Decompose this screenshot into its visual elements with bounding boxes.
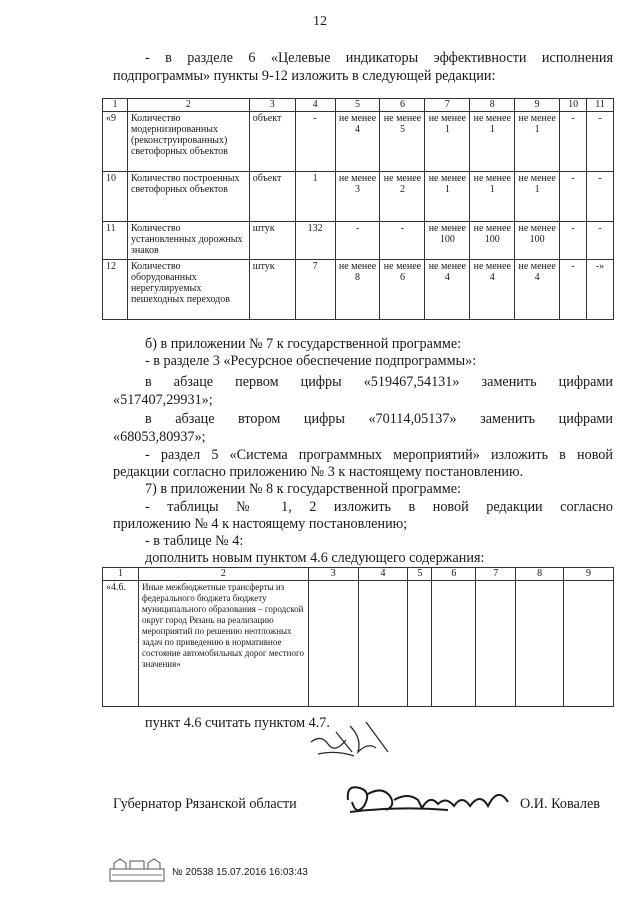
- header-cell: 1: [103, 568, 139, 581]
- cell: «4.6.: [103, 581, 139, 707]
- table4-addition: [102, 567, 614, 707]
- cell: объект: [249, 172, 295, 222]
- cell: не менее 5: [380, 112, 425, 172]
- cell: не менее 4: [515, 260, 560, 320]
- cell: не менее 4: [470, 260, 515, 320]
- header-cell: 3: [249, 99, 295, 112]
- table-row: [103, 172, 614, 222]
- intro-line-1: - в разделе 6 «Целевые индикаторы эффективности исполнения: [145, 50, 613, 66]
- header-cell: 5: [335, 99, 380, 112]
- body-line-5: в абзаце втором цифры «70114,05137» заменить цифрами: [145, 411, 613, 427]
- body-line-10: - таблицы № 1, 2 изложить в новой редакции согласно: [145, 499, 613, 515]
- cell: не менее 8: [335, 260, 380, 320]
- cell: не менее 1: [425, 172, 470, 222]
- cell: -: [560, 172, 587, 222]
- body-line-7: - раздел 5 «Система программных мероприятий» изложить в новой: [145, 447, 613, 463]
- cell: штук: [249, 222, 295, 260]
- cell: [308, 581, 358, 707]
- cell: [564, 581, 614, 707]
- cell: 1: [295, 172, 335, 222]
- cell: -: [587, 112, 614, 172]
- cell: Иные межбюджетные трансферты из федерального бюджета бюджету муниципального образования – городской округ город Рязань на реализацию мероприятий по решению неотложных задач по приведению в нормативное состояние автомобильных дорог местного значения»: [138, 581, 308, 707]
- body-line-9: 7) в приложении № 8 к государственной программе:: [145, 481, 461, 497]
- cell: -: [295, 112, 335, 172]
- header-cell: 7: [476, 568, 516, 581]
- cell: «9: [103, 112, 128, 172]
- cell: Количество построенных светофорных объектов: [127, 172, 249, 222]
- table4-header-row: [103, 568, 614, 581]
- header-cell: 6: [432, 568, 476, 581]
- header-cell: 8: [516, 568, 564, 581]
- governor-signature: [338, 772, 513, 832]
- cell: 7: [295, 260, 335, 320]
- header-cell: 4: [295, 99, 335, 112]
- cell: [516, 581, 564, 707]
- initials-scribble: [306, 712, 396, 762]
- cell: 10: [103, 172, 128, 222]
- header-cell: 1: [103, 99, 128, 112]
- cell: Количество установленных дорожных знаков: [127, 222, 249, 260]
- body-line-13: дополнить новым пунктом 4.6 следующего содержания:: [145, 550, 485, 566]
- cell: -: [560, 222, 587, 260]
- cell: не менее 1: [425, 112, 470, 172]
- cell: -: [335, 222, 380, 260]
- cell: -: [560, 260, 587, 320]
- header-cell: 8: [470, 99, 515, 112]
- cell: не менее 2: [380, 172, 425, 222]
- cell: штук: [249, 260, 295, 320]
- cell: не менее 1: [470, 172, 515, 222]
- cell: -: [380, 222, 425, 260]
- header-cell: 11: [587, 99, 614, 112]
- cell: не менее 100: [470, 222, 515, 260]
- cell: не менее 4: [425, 260, 470, 320]
- body-line-8: редакции согласно приложению № 3 к настоящему постановлению.: [113, 464, 524, 480]
- cell: [432, 581, 476, 707]
- cell: Количество модернизированных (реконструированных) светофорных объектов: [127, 112, 249, 172]
- registry-seal-icon: [108, 857, 166, 883]
- header-cell: 6: [380, 99, 425, 112]
- cell: не менее 3: [335, 172, 380, 222]
- body-line-4: «517407,29931»;: [113, 392, 213, 408]
- body-line-11: приложению № 4 к настоящему постановлению;: [113, 516, 408, 532]
- cell: 12: [103, 260, 128, 320]
- header-cell: 4: [358, 568, 408, 581]
- header-cell: 5: [408, 568, 432, 581]
- header-cell: 3: [308, 568, 358, 581]
- cell: 132: [295, 222, 335, 260]
- page-number: 12: [313, 14, 327, 29]
- body-line-12: - в таблице № 4:: [145, 533, 244, 549]
- cell: 11: [103, 222, 128, 260]
- cell: не менее 6: [380, 260, 425, 320]
- cell: [408, 581, 432, 707]
- header-cell: 2: [127, 99, 249, 112]
- cell: не менее 1: [470, 112, 515, 172]
- table-row: [103, 581, 614, 707]
- cell: не менее 4: [335, 112, 380, 172]
- header-cell: 10: [560, 99, 587, 112]
- cell: не менее 1: [515, 112, 560, 172]
- cell: не менее 100: [515, 222, 560, 260]
- cell: объект: [249, 112, 295, 172]
- table-row: [103, 222, 614, 260]
- indicators-header-row: [103, 99, 614, 112]
- cell: -: [560, 112, 587, 172]
- intro-line-2: подпрограммы» пункты 9-12 изложить в следующей редакции:: [113, 68, 496, 84]
- header-cell: 2: [138, 568, 308, 581]
- table-row: [103, 112, 614, 172]
- body-line-2: - в разделе 3 «Ресурсное обеспечение подпрограммы»:: [145, 353, 477, 369]
- table-row: [103, 260, 614, 320]
- body-line-3: в абзаце первом цифры «519467,54131» заменить цифрами: [145, 374, 613, 390]
- body-line-1: б) в приложении № 7 к государственной программе:: [145, 336, 462, 352]
- closing-line: пункт 4.6 считать пунктом 4.7.: [145, 715, 330, 731]
- cell: -»: [587, 260, 614, 320]
- cell: не менее 1: [515, 172, 560, 222]
- header-cell: 9: [515, 99, 560, 112]
- signatory-name: О.И. Ковалев: [520, 796, 600, 812]
- header-cell: 7: [425, 99, 470, 112]
- cell: -: [587, 172, 614, 222]
- header-cell: 9: [564, 568, 614, 581]
- registry-stamp: № 20538 15.07.2016 16:03:43: [172, 867, 308, 878]
- indicators-table: [102, 98, 614, 320]
- cell: [476, 581, 516, 707]
- cell: [358, 581, 408, 707]
- signatory-position: Губернатор Рязанской области: [113, 796, 297, 812]
- cell: -: [587, 222, 614, 260]
- body-line-6: «68053,80937»;: [113, 429, 206, 445]
- cell: Количество оборудованных нерегулируемых пешеходных переходов: [127, 260, 249, 320]
- cell: не менее 100: [425, 222, 470, 260]
